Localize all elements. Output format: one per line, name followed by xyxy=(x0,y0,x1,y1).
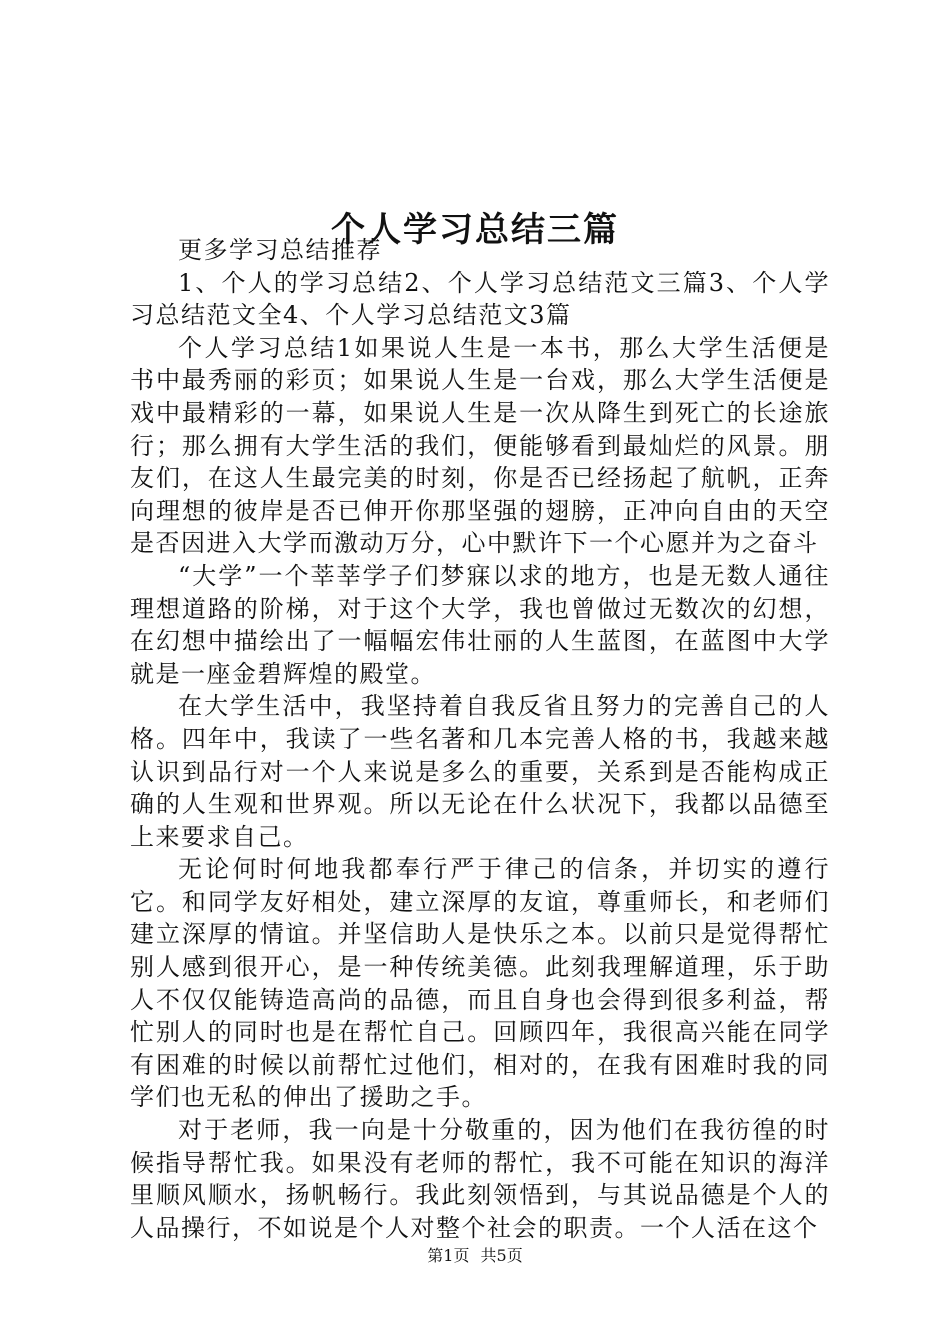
paragraph-intro: 个人学习总结1如果说人生是一本书，那么大学生活便是书中最秀丽的彩页；如果说人生是一台戏，那么大学生活便是戏中最精彩的一幕，如果说人生是一次从降生到死亡的长途旅行；那么拥有大学生活的我们，便能够看到最灿烂的风景。朋友们，在这人生最完美的时刻，你是否已经扬起了航帆，正奔向理想的彼岸是否已伸开你那坚强的翅膀，正冲向自由的天空是否因进入大学而激动万分，心中默许下一个心愿并为之奋斗 xyxy=(130,333,830,558)
paragraph-character: 在大学生活中，我坚持着自我反省且努力的完善自己的人格。四年中，我读了一些名著和几本完善人格的书，我越来越认识到品行对一个人来说是多么的重要，关系到是否能构成正确的人生观和世界观。所以无论在什么状况下，我都以品德至上来要求自己。 xyxy=(130,692,830,851)
paragraph-discipline: 无论何时何地我都奉行严于律己的信条，并切实的遵行它。和同学友好相处，建立深厚的友谊，尊重师长，和老师们建立深厚的情谊。并坚信助人是快乐之本。以前只是觉得帮忙别人感到很开心，是一种传统美德。此刻我理解道理，乐于助人不仅仅能铸造高尚的品德，而且自身也会得到很多利益，帮忙别人的同时也是在帮忙自己。回顾四年，我很高兴能在同学有困难的时候以前帮忙过他们，相对的，在我有困难时我的同学们也无私的伸出了援助之手。 xyxy=(130,855,830,1112)
page-footer xyxy=(0,1245,950,1267)
paragraph-recommend-heading: 更多学习总结推荐 xyxy=(178,236,382,264)
paragraph-recommend-list: 1、个人的学习总结2、个人学习总结范文三篇3、个人学习总结范文全4、个人学习总结范文3篇 xyxy=(130,268,830,330)
document-title: 个人学习总结三篇 xyxy=(331,209,619,250)
page-total: 共5页 xyxy=(480,1246,523,1265)
page-number: 第1页 xyxy=(427,1246,470,1265)
paragraph-university: “大学”一个莘莘学子们梦寐以求的地方，也是无数人通往理想道路的阶梯，对于这个大学，我也曾做过无数次的幻想，在幻想中描绘出了一幅幅宏伟壮丽的人生蓝图，在蓝图中大学就是一座金碧辉煌的殿堂。 xyxy=(130,561,830,688)
paragraph-teachers: 对于老师，我一向是十分敬重的，因为他们在我彷徨的时候指导帮忙我。如果没有老师的帮忙，我不可能在知识的海洋里顺风顺水，扬帆畅行。我此刻领悟到，与其说品德是个人的人品操行，不如说是个人对整个社会的职责。一个人活在这个 xyxy=(130,1116,830,1242)
document-body xyxy=(130,234,830,1244)
